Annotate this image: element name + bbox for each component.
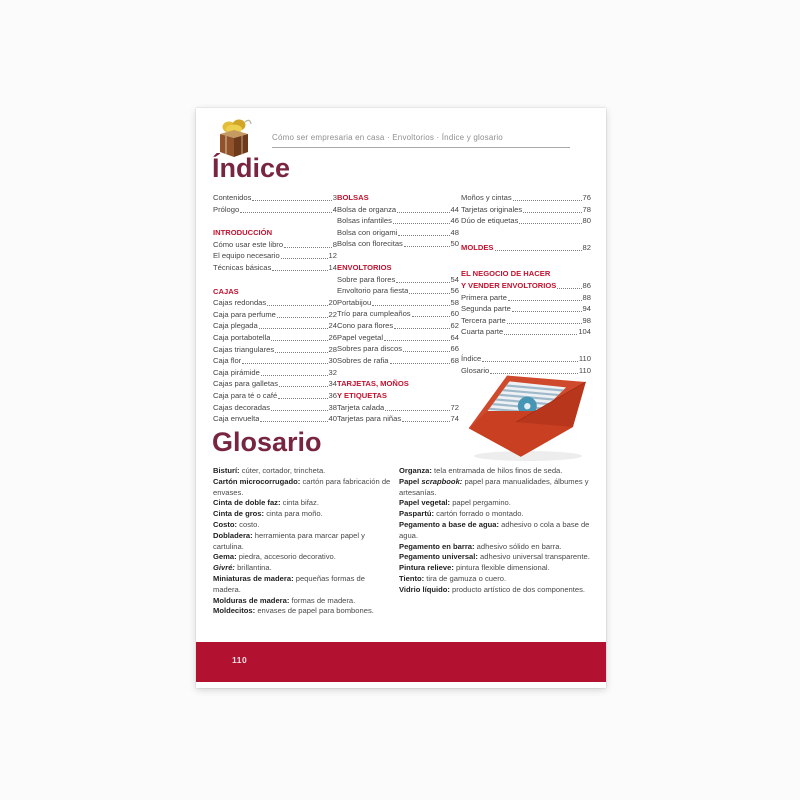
glossary-definition: pequeñas formas de madera. [213,573,365,594]
glossary-definition: cinta para moño. [266,509,323,519]
toc-entry [461,326,591,338]
toc-entry [461,303,591,315]
toc-entry-label: Bolsa de organza [337,204,397,214]
glossary-entry [399,563,593,574]
glossary-definition: piedra, accesorio decorativo. [238,552,336,562]
footer-bar [196,642,606,682]
toc-entry-page: 88 [582,292,591,302]
toc-entry [461,353,591,365]
glossary-term-italic: scrapbook: [421,476,463,486]
dot-leader [512,311,582,312]
dot-leader [402,421,449,422]
dot-leader [240,212,332,213]
dot-leader [277,317,328,318]
glossary-definition: envases de papel para bombones. [257,606,374,616]
toc-entry-label: Caja flor [213,356,242,366]
glossary-entry [213,552,393,563]
toc-entry-label: Caja portabotella [213,332,271,342]
glossary-definition: producto artístico de dos componentes. [452,584,585,594]
toc-entry-label: Caja para perfume [213,309,276,319]
toc-section-heading: TARJETAS, MOÑOS [337,379,409,389]
toc-entry [213,413,337,425]
toc-entry-label: Técnicas básicas [213,262,272,272]
toc-entry-page: 34 [328,379,337,389]
glossary-definition: adhesivo universal transparente. [480,552,590,562]
toc-entry-page: 110 [578,353,591,363]
toc-entry [337,332,459,344]
toc-entry [337,308,459,320]
toc-entry-page: 8 [332,239,337,249]
glossary-term: Bisturí: [213,466,240,475]
dot-leader [507,323,582,324]
glossary-term: Miniaturas de madera: [213,573,294,583]
toc-entry-label: Índice [461,353,482,363]
toc-entry-page: 64 [450,332,459,342]
glossary-term: Vidrio líquido: [399,584,450,594]
toc-entry-label: Bolsa con origami [337,227,398,237]
toc-entry [337,227,459,239]
dot-leader [252,200,331,201]
toc-entry-label: Cajas para galletas [213,379,279,389]
toc-entry [461,315,591,327]
glossary-definition: pintura flexible dimensional. [456,563,550,573]
toc-entry-page: 46 [450,216,459,226]
glossary-term: Organza: [399,466,432,475]
dot-leader [279,386,328,387]
glossary-entry [213,498,393,509]
toc-entry [213,309,337,321]
toc-entry-page: 36 [328,390,337,400]
toc-entry-label: Primera parte [461,292,508,302]
toc-entry-label: Tarjetas originales [461,204,523,214]
dot-leader [513,200,582,201]
toc-entry-label: Caja pirámide [213,367,260,377]
toc-entry-label: Papel vegetal [337,332,384,342]
toc-entry-label: Prólogo [213,204,240,214]
glossary-entry [213,574,393,596]
toc-entry [461,192,591,204]
toc-entry-page: 44 [450,204,459,214]
toc-entry-page: 74 [450,414,459,424]
glossary-definition: costo. [239,519,260,529]
toc-entry [213,192,337,204]
glossary-definition: tela entramada de hilos finos de seda. [434,466,563,475]
toc-entry-page: 20 [328,298,337,308]
glossary-term: Molduras de madera: [213,595,290,605]
toc-entry [461,215,591,227]
toc-entry [337,238,459,250]
toc-entry-page: 40 [328,414,337,424]
toc-entry-page: 3 [332,193,337,202]
toc-entry [213,250,337,262]
glossary-definition: cinta bifaz. [282,498,319,508]
toc-entry-label: Cono para flores [337,320,394,330]
dot-leader [271,340,327,341]
dot-leader [259,328,328,329]
toc-entry-label: Cajas triangulares [213,344,275,354]
toc-entry-label: Caja para té o café [213,390,278,400]
glossary-term: Tiento: [399,573,425,583]
dot-leader [409,293,449,294]
toc-entry-label: Tarjeta calada [337,402,385,412]
toc-entry [213,204,337,216]
toc-entry [337,343,459,355]
toc-entry-page: 80 [582,216,591,226]
toc-section-heading: CAJAS [213,286,239,296]
toc-entry [337,204,459,216]
toc-entry-label: Portabijou [337,297,372,307]
glossary-definition: tira de gamuza o cuero. [426,573,507,583]
toc-section-heading: ENVOLTORIOS [337,262,392,272]
dot-leader [385,410,449,411]
toc-entry-page: 58 [450,297,459,307]
toc-entry [461,204,591,216]
toc-entry [213,378,337,390]
glossary-definition: brillantina. [237,563,272,573]
toc-entry-page: 56 [450,286,459,296]
toc-entry-label: Caja plegada [213,321,258,331]
glossary-definition: adhesivo sólido en barra. [476,541,562,551]
toc-entry-page: 50 [450,239,459,249]
toc-entry-page: 30 [328,356,337,366]
dot-leader [495,250,582,251]
dot-leader [397,212,449,213]
glossary-entry [399,520,593,542]
index-title: Índice [212,153,291,183]
toc-entry-label: Sobre para flores [337,274,396,284]
toc-entry-page: 110 [578,365,591,375]
dot-leader [404,246,450,247]
glossary-entry [213,477,393,499]
glossary-entry [213,520,393,531]
toc-entry [213,262,337,274]
dot-leader [393,223,450,224]
dot-leader [384,340,450,341]
toc-entry [337,413,459,425]
glossary-definition: herramienta para marcar papel y cartulina. [213,530,365,551]
toc-entry-page: 38 [328,402,337,412]
toc-entry-page: 26 [328,332,337,342]
glossary-entry [399,466,593,477]
toc-entry [213,344,337,356]
dot-leader [504,334,577,335]
glossary-definition: cartón para fabricación de envases. [213,476,391,497]
toc-entry-label: El equipo necesario [213,251,280,261]
glossary-term: Papel [399,476,420,486]
toc-entry-page: 104 [578,327,591,337]
toc-entry-page: 24 [328,321,337,331]
dot-leader [275,352,327,353]
envelope-with-cd-illustration [460,368,600,464]
toc-entry-label: Cajas redondas [213,298,267,308]
dot-leader [396,282,449,283]
glossary-term: Cinta de doble faz: [213,498,281,508]
toc-entry [213,390,337,402]
glossary-entry [399,542,593,553]
toc-entry-page: 76 [582,193,591,202]
glossary-entry [399,585,593,596]
toc-entry-page: 68 [450,355,459,365]
toc-entry-page: 62 [450,320,459,330]
dot-leader [284,247,332,248]
toc-entry-page: 60 [450,309,459,319]
dot-leader [267,305,327,306]
toc-entry [461,292,591,304]
glossary-entry [399,509,593,520]
glossary-entry [399,552,593,563]
toc-section-entry [461,242,591,254]
breadcrumb: Cómo ser empresaria en casa · Envoltorios · Índice y glosario [272,133,503,142]
toc-entry-page: 22 [328,309,337,319]
toc-entry-label: Trío para cumpleaños [337,309,411,319]
toc-entry-label: Cajas decoradas [213,402,270,412]
dot-leader [372,305,449,306]
toc-column-2 [337,192,459,425]
toc-entry [337,297,459,309]
toc-entry-page: 94 [582,304,591,314]
toc-entry-page: 86 [582,280,591,290]
glossary-column-1 [213,466,393,617]
toc-entry [213,402,337,414]
toc-entry [213,297,337,309]
toc-entry-page: 14 [328,262,337,272]
glossary-definition: cúter, cortador, trincheta. [241,466,326,475]
glossary-definition: formas de madera. [291,595,356,605]
glossary-title: Glosario [212,427,322,457]
glossary-term: Moldecitos: [213,606,256,616]
toc-section-entry [461,280,591,292]
toc-entry-page: 54 [450,274,459,284]
toc-entry-page: 4 [332,204,337,214]
toc-entry-page: 28 [328,344,337,354]
glossary-entry [399,498,593,509]
glossary-definition: cartón forrado o montado. [436,509,524,519]
dot-leader [508,300,582,301]
dot-leader [482,361,578,362]
glossary-definition: papel pergamino. [452,498,511,508]
dot-leader [242,363,327,364]
toc-column-3 [461,192,591,376]
toc-entry [337,355,459,367]
toc-section-heading: INTRODUCCIÓN [213,228,273,238]
dot-leader [278,398,327,399]
toc-entry [213,367,337,379]
page-number: 110 [232,655,248,665]
glossary-term: Cartón microcorrugado: [213,476,301,486]
dot-leader [260,421,327,422]
dot-leader [271,410,328,411]
glossary-column-2 [399,466,593,596]
toc-entry [213,320,337,332]
toc-section-heading: BOLSAS [337,193,369,202]
toc-entry-label: Moños y cintas [461,193,512,202]
toc-entry [337,320,459,332]
toc-entry-page: 48 [450,227,459,237]
dot-leader [281,258,328,259]
toc-entry-page: 98 [582,315,591,325]
toc-entry-label: Glosario [461,365,490,375]
toc-entry [213,355,337,367]
toc-entry-label: Bolsa con florecitas [337,239,403,249]
toc-entry-page: 72 [450,402,459,412]
toc-entry-label: Envoltorio para fiesta [337,286,409,296]
glossary-entry [213,606,393,617]
toc-entry-label: Cuarta parte [461,327,504,337]
toc-entry-label: MOLDES [461,242,494,252]
glossary-term: Gema: [213,552,237,562]
toc-entry [213,332,337,344]
toc-entry [337,285,459,297]
toc-entry-label: Y VENDER ENVOLTORIOS [461,280,557,290]
dot-leader [261,375,328,376]
toc-entry-page: 12 [328,251,337,261]
toc-entry [213,239,337,251]
glossary-entry [399,574,593,585]
toc-entry-label: Contenidos [213,193,252,202]
glossary-term: Papel vegetal: [399,498,451,508]
toc-entry-label: Sobres para discos [337,344,403,354]
glossary-definition: papel para manualidades, álbumes y artesanías. [399,476,589,497]
dot-leader [403,351,450,352]
dot-leader [523,212,581,213]
glossary-entry [213,596,393,607]
glossary-entry [213,466,393,477]
glossary-term: Dobladera: [213,530,253,540]
glossary-entry [213,563,393,574]
glossary-term: Pegamento a base de agua: [399,519,500,529]
glossary-entry [213,531,393,553]
toc-section-heading: Y ETIQUETAS [337,390,387,400]
toc-entry [337,215,459,227]
dot-leader [390,363,450,364]
toc-section-heading: EL NEGOCIO DE HACER [461,269,551,279]
toc-entry-label: Tarjetas para niñas [337,414,402,424]
dot-leader [394,328,449,329]
toc-entry-label: Sobres de rafia [337,355,389,365]
toc-entry-label: Caja envuelta [213,414,260,424]
glossary-term: Pegamento en barra: [399,541,475,551]
toc-entry-page: 78 [582,204,591,214]
toc-column-1 [213,192,337,425]
header-rule [272,147,570,148]
toc-entry [337,274,459,286]
glossary-term: Paspartú: [399,509,435,519]
glossary-term-italic: Givré: [213,563,235,573]
toc-entry-page: 82 [582,242,591,252]
toc-entry-label: Bolsas infantiles [337,216,392,226]
toc-entry-page: 66 [450,344,459,354]
toc-entry-page: 32 [328,367,337,377]
glossary-term: Costo: [213,519,238,529]
dot-leader [519,223,581,224]
toc-entry-label: Tercera parte [461,315,506,325]
toc-entry-label: Cómo usar este libro [213,239,284,249]
glossary-term: Pegamento universal: [399,552,478,562]
glossary-term: Pintura relieve: [399,563,454,573]
dot-leader [272,270,327,271]
glossary-entry [213,509,393,520]
toc-entry-label: Segunda parte [461,304,511,314]
book-page [196,108,606,688]
dot-leader [557,288,581,289]
toc-entry [337,402,459,414]
glossary-definition: adhesivo o cola a base de agua. [399,519,590,540]
toc-entry-label: Dúo de etiquetas [461,216,519,226]
dot-leader [412,316,450,317]
glossary-entry [399,477,593,499]
glossary-term: Cinta de gros: [213,509,265,519]
dot-leader [398,235,449,236]
